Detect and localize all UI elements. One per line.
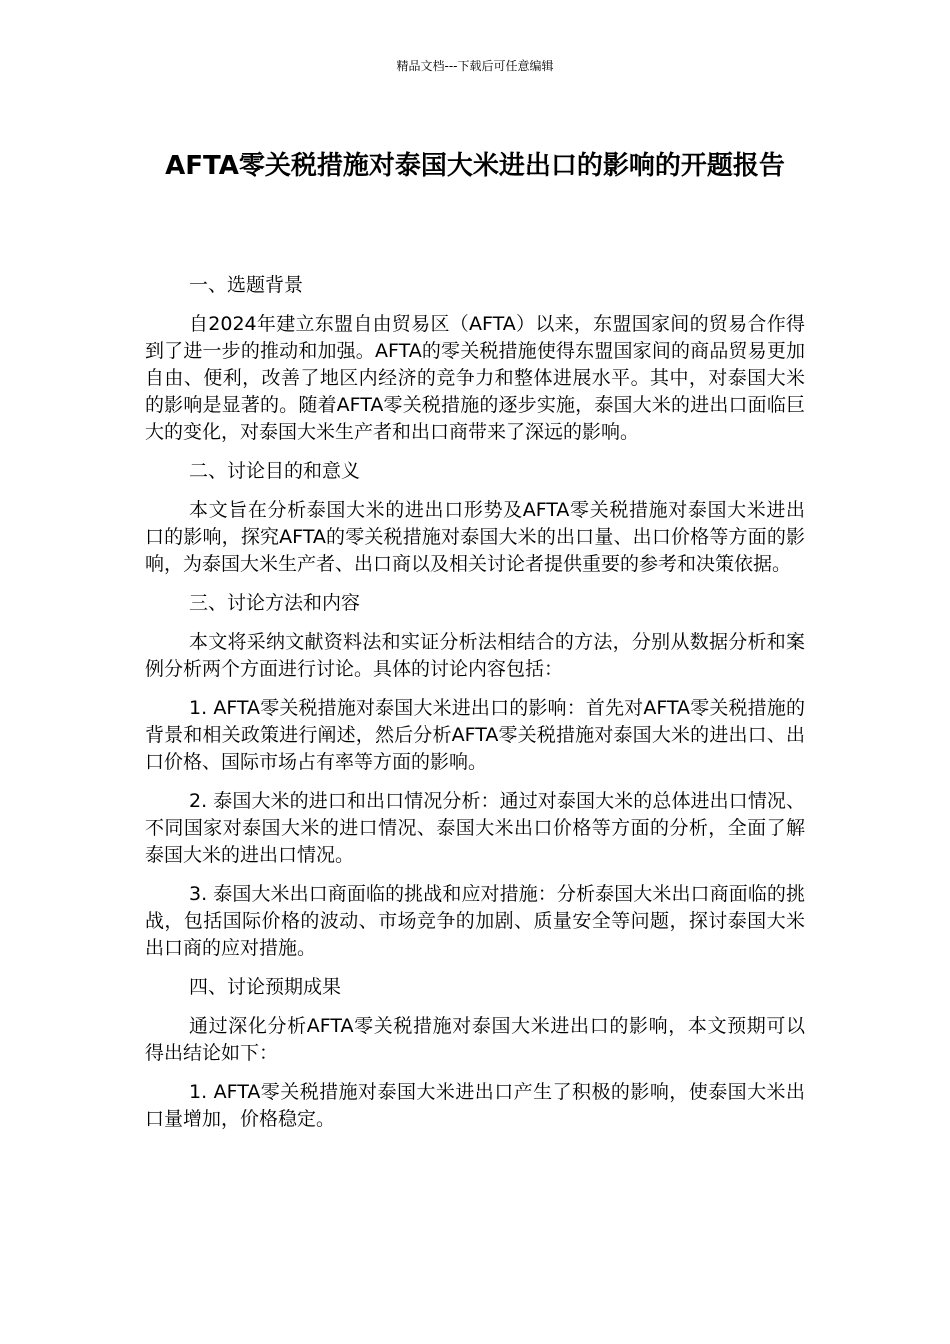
paragraph: 自2024年建立东盟自由贸易区（AFTA）以来，东盟国家间的贸易合作得到了进一步的推动和加强。AFTA的零关税措施使得东盟国家间的商品贸易更加自由、便利，改善了地区内经济的竞争力和整体进展水平。其中，对泰国大米的影响是显著的。随着AFTA零关税措施的逐步实施，泰国大米的进出口面临巨大的变化，对泰国大米生产者和出口商带来了深远的影响。 [145,313,805,443]
paragraph: 本文将采纳文献资料法和实证分析法相结合的方法，分别从数据分析和案例分析两个方面进行讨论。具体的讨论内容包括： [145,631,805,680]
document-title: AFTA零关税措施对泰国大米进出口的影响的开题报告 [165,151,785,181]
page-header: 精品文档---下载后可任意编辑 [396,59,554,73]
list-item: 1. AFTA零关税措施对泰国大米进出口产生了积极的影响，使泰国大米出口量增加，价格稳定。 [145,1081,805,1130]
document-body [145,272,805,1145]
section-heading: 三、讨论方法和内容 [189,592,361,614]
section-heading: 一、选题背景 [189,274,304,296]
list-item: 2. 泰国大米的进口和出口情况分析：通过对泰国大米的总体进出口情况、不同国家对泰国大米的进口情况、泰国大米出口价格等方面的分析，全面了解泰国大米的进出口情况。 [145,790,805,866]
paragraph: 本文旨在分析泰国大米的进出口形势及AFTA零关税措施对泰国大米进出口的影响，探究AFTA的零关税措施对泰国大米的出口量、出口价格等方面的影响，为泰国大米生产者、出口商以及相关讨论者提供重要的参考和决策依据。 [145,499,805,575]
list-item: 3. 泰国大米出口商面临的挑战和应对措施：分析泰国大米出口商面临的挑战，包括国际价格的波动、市场竞争的加剧、质量安全等问题，探讨泰国大米出口商的应对措施。 [145,883,805,959]
section-heading: 四、讨论预期成果 [189,976,342,998]
paragraph: 通过深化分析AFTA零关税措施对泰国大米进出口的影响，本文预期可以得出结论如下： [145,1015,805,1064]
list-item: 1. AFTA零关税措施对泰国大米进出口的影响：首先对AFTA零关税措施的背景和相关政策进行阐述，然后分析AFTA零关税措施对泰国大米的进出口、出口价格、国际市场占有率等方面的影响。 [145,697,805,773]
section-heading: 二、讨论目的和意义 [189,460,361,482]
